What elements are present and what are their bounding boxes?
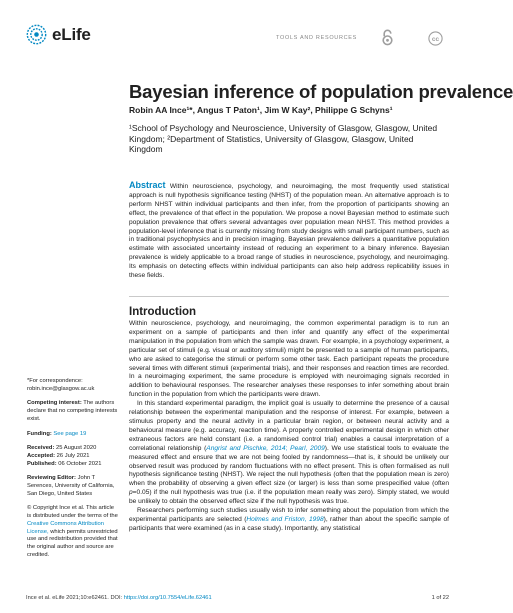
published-date: 06 October 2021 bbox=[58, 460, 102, 467]
reviewing-editor-block bbox=[27, 475, 119, 498]
article-info-sidebar bbox=[27, 378, 119, 566]
p3-text-a: Researchers performing such studies usually wish to infer something about the population from which the experimental participants are selected ( bbox=[129, 507, 449, 523]
copyright-text-end: which permits unrestricted use and redistribution provided that the original author and source are credited. bbox=[27, 528, 118, 558]
citation-separator: ; bbox=[285, 444, 291, 452]
elife-logo[interactable] bbox=[26, 24, 91, 45]
page-header bbox=[0, 0, 474, 60]
copyright-text: © Copyright Ince et al. This article is distributed under the terms of the bbox=[27, 505, 118, 520]
published-label: Published: bbox=[27, 460, 57, 467]
accepted-label: Accepted: bbox=[27, 452, 56, 459]
competing-interest-text: The authors declare that no competing interests exist. bbox=[27, 400, 118, 422]
competing-interest-block bbox=[27, 400, 119, 423]
open-access-icon bbox=[381, 29, 394, 46]
license-link[interactable]: Creative Commons Attribution License, bbox=[27, 520, 105, 535]
page-footer bbox=[26, 595, 449, 605]
p2-text-a: In this standard experimental paradigm, the implicit goal is usually to determine the presence of a causal relationship between the experimental manipulation and the response of interest. For example, between a stimulus property and the neural activity in a particular brain region, or between neural activity and a behavioural measure (e.g. accuracy, reaction time). A properly controlled experimental design in which other extraneous factors are held constant (i.e. a randomised control trial) enables a causal interpretation of a correlational relationship ( bbox=[129, 400, 449, 452]
p3-text-b: ), rather than about the specific sample of participants that were examined (as in a case study). Importantly, any statistical bbox=[129, 515, 449, 532]
citation-link[interactable]: Angrist and Pischke, 2014 bbox=[206, 444, 286, 452]
elife-logo-icon bbox=[26, 24, 47, 45]
competing-interest-label: Competing interest: bbox=[27, 400, 82, 407]
article-type-label: TOOLS AND RESOURCES bbox=[276, 35, 358, 41]
citation-text: Ince et al. eLife 2021;10:e62461. bbox=[26, 595, 109, 601]
introduction-heading: Introduction bbox=[129, 306, 197, 318]
p2-text-c: =0.05) if the null hypothesis was true (i.e. if the population mean really was zero). Simply stated, we would be unlikely to obtain the observed effect size if the null hypothesis was true. bbox=[129, 489, 449, 506]
abstract-text: Within neuroscience, psychology, and neuroimaging, the most frequently used statistical approach is null hypothesis significance testing (NHST) of the population mean. An alternative approach is to perform NHST within individual participants and then infer, from the proportion of participants showing an effect, the prevalence of that effect in the population. We propose a novel Bayesian method to estimate such population prevalence that offers several advantages over population mean NHST. This method provides a population-level inference that is currently missing from study designs with small participant numbers, such as in traditional psychophysics and in precision imaging. Bayesian prevalence delivers a quantitative population estimate with associated uncertainty instead of reducing an experiment to a binary inference. Bayesian prevalence is widely applicable to a broad range of studies in neuroscience, psychology, and neuroimaging. Its emphasis on detecting effects within individual participants can also help address replicability issues in these fields. bbox=[129, 183, 449, 280]
citation-link[interactable]: Holmes and Friston, 1998 bbox=[246, 515, 324, 523]
abstract-label: Abstract bbox=[129, 180, 166, 190]
p2-text-b: ). We use statistical tools to evaluate the measured effect and ensure that we are not being fooled by randomness—that is, it should be unlikely our observed result was produced by random fluctuations with no effect present. This is often formalised as null hypothesis significance testing (NHST). We reject the null hypothesis (often that the population mean is zero) when the probability of observing a given effect size (or larger) is less than some prespecified value (often bbox=[129, 444, 449, 488]
funding-block bbox=[27, 431, 119, 439]
reviewing-editor-label: Reviewing Editor: bbox=[27, 475, 76, 482]
section-divider bbox=[129, 296, 449, 297]
received-date: 25 August 2020 bbox=[56, 445, 97, 452]
cc-icon-text: cc bbox=[431, 36, 440, 43]
affiliations: ¹School of Psychology and Neuroscience, University of Glasgow, Glasgow, United Kingdom; ²Department of Statistics, University of Glasgow, Glasgow, United Kingdom bbox=[129, 123, 438, 154]
abstract bbox=[129, 181, 449, 281]
p-value-symbol: p bbox=[129, 489, 133, 497]
intro-paragraph-3 bbox=[129, 507, 449, 534]
correspondence-email[interactable]: robin.ince@glasgow.ac.uk bbox=[27, 385, 95, 392]
logo-text: eLife bbox=[52, 24, 91, 44]
footer-citation bbox=[26, 595, 212, 601]
citation-link[interactable]: Pearl, 2009 bbox=[290, 444, 325, 452]
doi-label: DOI: bbox=[108, 595, 124, 601]
correspondence-block bbox=[27, 378, 119, 393]
copyright-block bbox=[27, 505, 119, 559]
creative-commons-icon bbox=[428, 31, 443, 46]
article-title: Bayesian inference of population prevalence bbox=[129, 81, 513, 102]
correspondence-label: *For correspondence: bbox=[27, 378, 83, 384]
page-number: 1 of 22 bbox=[431, 595, 449, 601]
doi-link[interactable]: https://doi.org/10.7554/eLife.62461 bbox=[123, 595, 212, 601]
accepted-date: 26 July 2021 bbox=[56, 452, 90, 459]
reviewing-editor: John T Serences, University of California, San Diego, United States bbox=[27, 475, 115, 497]
received-label: Received: bbox=[27, 445, 55, 452]
introduction-body bbox=[129, 320, 449, 534]
intro-paragraph-2 bbox=[129, 400, 449, 507]
dates-block bbox=[27, 445, 119, 468]
funding-link[interactable]: See page 19 bbox=[53, 430, 87, 437]
intro-paragraph-1: Within neuroscience, psychology, and neuroimaging, the common experimental paradigm is to run an experiment on a sample of participants and then infer and quantify any effect of the experimental manipulation in the population from which the sample was drawn. For example, in a psychology experiment, a particular set of stimuli (e.g. visual or auditory stimuli) might be presented to a sample of human participants, who are asked to categorise the stimuli or perform some other task. Each participant repeats the procedure several times with different stimuli (experimental trials), and their responses and reaction times are recorded. In a neuroimaging experiment, the same procedure is employed with neuroimaging signals recorded in addition to behavioural responses. The researcher analyses these responses to infer something about brain function in the population from which the participants were drawn. bbox=[129, 320, 449, 399]
funding-label: Funding: bbox=[27, 430, 52, 437]
author-list: Robin AA Ince¹*, Angus T Paton¹, Jim W Kay², Philippe G Schyns¹ bbox=[129, 105, 393, 115]
